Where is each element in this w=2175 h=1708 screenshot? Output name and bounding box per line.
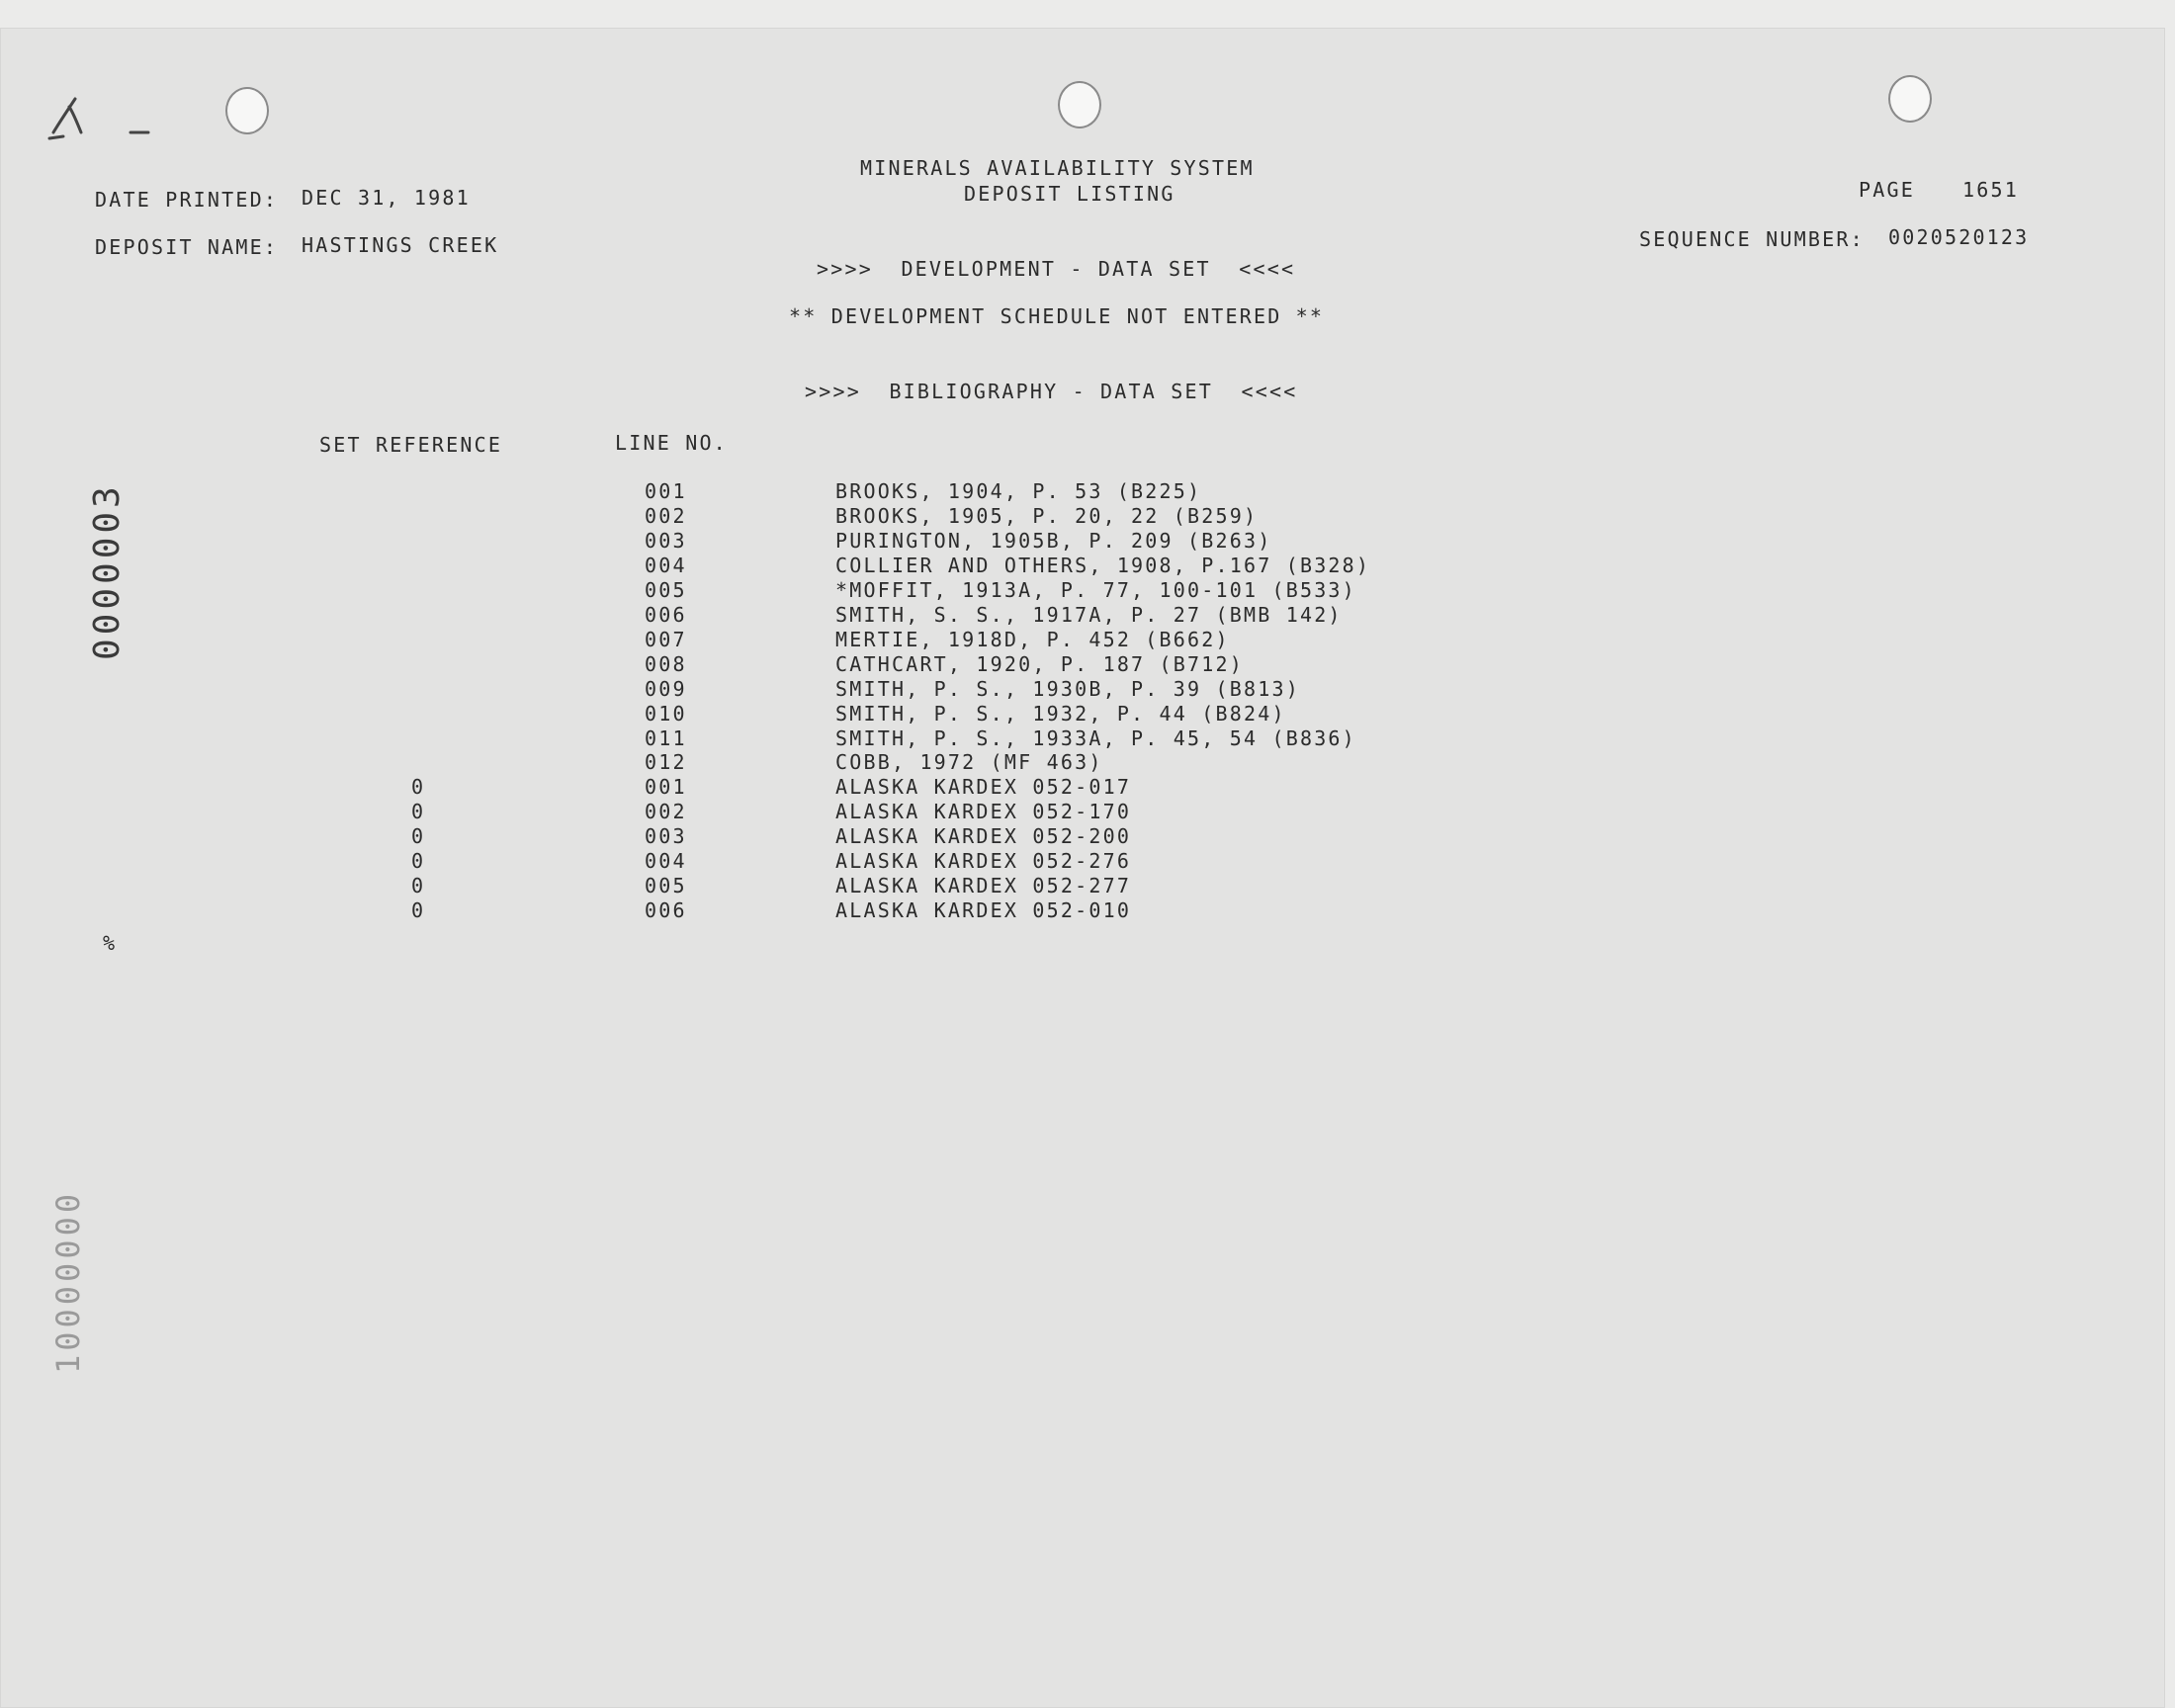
line-number-cell: 003 xyxy=(645,824,687,849)
reference-cell: SMITH, S. S., 1917A, P. 27 (BMB 142) xyxy=(835,602,1343,627)
page-number: 1651 xyxy=(1962,178,2019,202)
line-number-cell: 006 xyxy=(645,898,687,923)
table-row xyxy=(0,504,2175,529)
line-number-cell: 001 xyxy=(645,479,687,503)
listing-title: DEPOSIT LISTING xyxy=(964,182,1175,206)
bibliography-section-heading: >>>> BIBLIOGRAPHY - DATA SET <<<< xyxy=(805,380,1298,403)
table-row xyxy=(0,578,2175,603)
punch-hole-left xyxy=(225,87,269,134)
line-number-cell: 001 xyxy=(645,775,687,800)
table-row xyxy=(0,603,2175,628)
development-section-heading: >>>> DEVELOPMENT - DATA SET <<<< xyxy=(817,257,1296,281)
reference-cell: MERTIE, 1918D, P. 452 (B662) xyxy=(835,627,1230,651)
reference-cell: COBB, 1972 (MF 463) xyxy=(835,750,1103,775)
column-header-line-no: LINE NO. xyxy=(615,431,728,455)
date-printed-label: DATE PRINTED: xyxy=(95,188,279,212)
reference-cell: ALASKA KARDEX 052-276 xyxy=(835,849,1132,874)
line-number-cell: 003 xyxy=(645,528,687,553)
set-reference-cell: 0 xyxy=(411,849,426,874)
reference-cell: ALASKA KARDEX 052-017 xyxy=(835,775,1132,800)
date-printed-value: DEC 31, 1981 xyxy=(302,186,471,210)
reference-cell: ALASKA KARDEX 052-170 xyxy=(835,800,1132,824)
development-schedule-note: ** DEVELOPMENT SCHEDULE NOT ENTERED ** xyxy=(789,304,1325,328)
table-row xyxy=(0,898,2175,923)
reference-cell: ALASKA KARDEX 052-200 xyxy=(835,824,1132,849)
deposit-name-label: DEPOSIT NAME: xyxy=(95,235,279,259)
table-row xyxy=(0,628,2175,652)
table-row xyxy=(0,554,2175,578)
line-number-cell: 006 xyxy=(645,602,687,627)
line-number-cell: 002 xyxy=(645,503,687,528)
line-number-cell: 004 xyxy=(645,553,687,577)
reference-cell: SMITH, P. S., 1933A, P. 45, 54 (B836) xyxy=(835,726,1356,750)
reference-cell: SMITH, P. S., 1932, P. 44 (B824) xyxy=(835,701,1286,726)
reference-cell: BROOKS, 1905, P. 20, 22 (B259) xyxy=(835,503,1259,528)
line-number-cell: 004 xyxy=(645,849,687,874)
line-number-cell: 011 xyxy=(645,726,687,750)
table-row xyxy=(0,529,2175,554)
set-reference-cell: 0 xyxy=(411,800,426,824)
line-number-cell: 005 xyxy=(645,577,687,602)
column-header-set-reference: SET REFERENCE xyxy=(319,433,503,457)
table-row xyxy=(0,677,2175,702)
system-title: MINERALS AVAILABILITY SYSTEM xyxy=(860,156,1255,180)
page-label: PAGE xyxy=(1859,178,1915,202)
table-row xyxy=(0,775,2175,800)
line-number-cell: 002 xyxy=(645,800,687,824)
table-row xyxy=(0,750,2175,775)
reference-cell: ALASKA KARDEX 052-277 xyxy=(835,874,1132,898)
sequence-number-value: 0020520123 xyxy=(1888,225,2030,249)
reference-cell: BROOKS, 1904, P. 53 (B225) xyxy=(835,479,1202,503)
set-reference-cell: 0 xyxy=(411,874,426,898)
line-number-cell: 010 xyxy=(645,701,687,726)
table-row xyxy=(0,652,2175,677)
handwritten-mark xyxy=(45,93,154,142)
set-reference-cell: 0 xyxy=(411,898,426,923)
table-row xyxy=(0,874,2175,898)
table-row xyxy=(0,824,2175,849)
table-row xyxy=(0,726,2175,751)
set-reference-cell: 0 xyxy=(411,824,426,849)
sequence-number-label: SEQUENCE NUMBER: xyxy=(1639,227,1865,251)
set-reference-cell: 0 xyxy=(411,775,426,800)
line-number-cell: 009 xyxy=(645,676,687,701)
table-row xyxy=(0,849,2175,874)
table-row xyxy=(0,800,2175,824)
reference-cell: COLLIER AND OTHERS, 1908, P.167 (B328) xyxy=(835,553,1371,577)
table-row xyxy=(0,479,2175,504)
deposit-name-value: HASTINGS CREEK xyxy=(302,233,499,257)
margin-stamp-faint-number: 10000000 xyxy=(49,1189,87,1374)
reference-cell: ALASKA KARDEX 052-010 xyxy=(835,898,1132,923)
punch-hole-right xyxy=(1888,75,1932,123)
table-row xyxy=(0,702,2175,726)
reference-cell: SMITH, P. S., 1930B, P. 39 (B813) xyxy=(835,676,1300,701)
line-number-cell: 008 xyxy=(645,651,687,676)
reference-cell: PURINGTON, 1905B, P. 209 (B263) xyxy=(835,528,1272,553)
reference-cell: CATHCART, 1920, P. 187 (B712) xyxy=(835,651,1244,676)
margin-stamp-number: 0000003 xyxy=(87,482,128,660)
line-number-cell: 012 xyxy=(645,750,687,775)
line-number-cell: 005 xyxy=(645,874,687,898)
reference-cell: *MOFFIT, 1913A, P. 77, 100-101 (B533) xyxy=(835,577,1356,602)
line-number-cell: 007 xyxy=(645,627,687,651)
punch-hole-center xyxy=(1058,81,1101,128)
end-of-listing-marker: % xyxy=(103,931,118,955)
